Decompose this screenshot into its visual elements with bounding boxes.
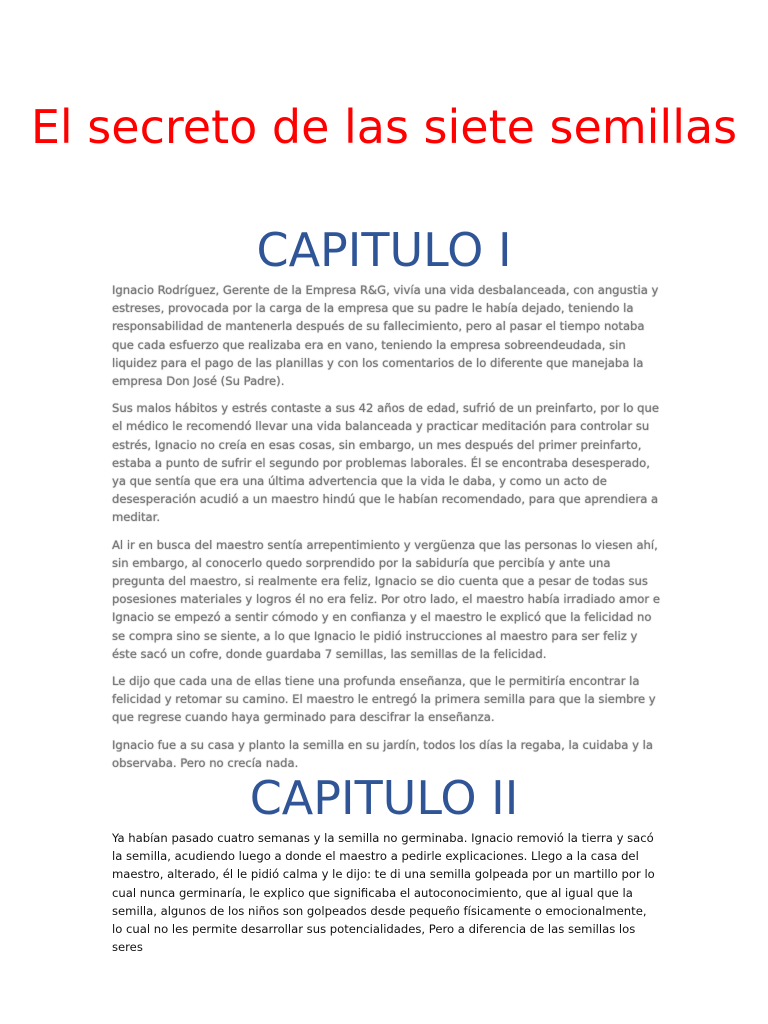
- chapter-1-paragraph-2: Sus malos hábitos y estrés contaste a sus 42 años de edad, sufrió de un preinfarto, por lo que el médico le recomendó llevar una vida balanceada y practicar meditación para controlar su estrés, Ignacio no creía en esas cosas, sin embargo, un mes después del primer preinfarto, estaba a punto de sufrir el segundo por problemas laborales. Él se encontraba desesperado, ya que sentía que era una última advertencia que la vida le daba, y como un acto de desesperación acudió a un maestro hindú que le habían recomendado, para que aprendiera a meditar.: [112, 401, 659, 525]
- document-title: El secreto de las siete semillas: [30, 100, 738, 154]
- chapter-2-heading: CAPITULO II: [249, 771, 519, 825]
- chapter-2-body: [112, 829, 660, 965]
- chapter-1-paragraph-3: Al ir en busca del maestro sentía arrepentimiento y vergüenza que las personas lo viesen ahí, sin embargo, al conocerlo quedo sorprendido por la sabiduría que percibía y ante una pregunta del maestro, si realmente era feliz, Ignacio se dio cuenta que a pesar de todas sus posesiones materiales y logros él no era feliz. Por otro lado, el maestro había irradiado amor e Ignacio se empezó a sentir cómodo y en confianza y el maestro le explicó que la felicidad no se compra sino se siente, a lo que Ignacio le pidió instrucciones al maestro para ser feliz y éste sacó un cofre, donde guardaba 7 semillas, las semillas de la felicidad.: [112, 537, 660, 661]
- chapter-1-paragraph-4: Le dijo que cada una de ellas tiene una profunda enseñanza, que le permitiría encontrar la felicidad y retomar su camino. El maestro le entregó la primera semilla para que la siembre y que regrese cuando haya germinado para descifrar la enseñanza.: [112, 674, 656, 725]
- chapter-1-paragraph-1: Ignacio Rodríguez, Gerente de la Empresa R&G, vivía una vida desbalanceada, con angustia y estreses, provocada por la carga de la empresa que su padre le había dejado, teniendo la responsabilidad de mantenerla después de su fallecimiento, pero al pasar el tiempo notaba que cada esfuerzo que realizaba era en vano, teniendo la empresa sobreendeudada, sin liquidez para el pago de las planillas y con los comentarios de lo diferente que manejaba la empresa Don José (Su Padre).: [112, 283, 659, 389]
- chapter-1-heading: CAPITULO I: [256, 223, 512, 277]
- chapter-1-paragraph-5: Ignacio fue a su casa y planto la semilla en su jardín, todos los días la regaba, la cuidaba y la observaba. Pero no crecía nada.: [112, 737, 653, 770]
- chapter-2-paragraph-1: Ya habían pasado cuatro semanas y la semilla no germinaba. Ignacio removió la tierra y sacó la semilla, acudiendo luego a donde el maestro a pedirle explicaciones. Llego a la casa del maestro, alterado, él le pidió calma y le dijo: te di una semilla golpeada por un martillo por lo cual nunca germinaría, le explico que significaba el autoconocimiento, que al igual que la semilla, algunos de los niños son golpeados desde pequeño físicamente o emocionalmente, lo cual no les permite desarrollar sus potencialidades, Pero a diferencia de las semillas los seres: [112, 831, 655, 955]
- chapter-1-body: [112, 281, 660, 781]
